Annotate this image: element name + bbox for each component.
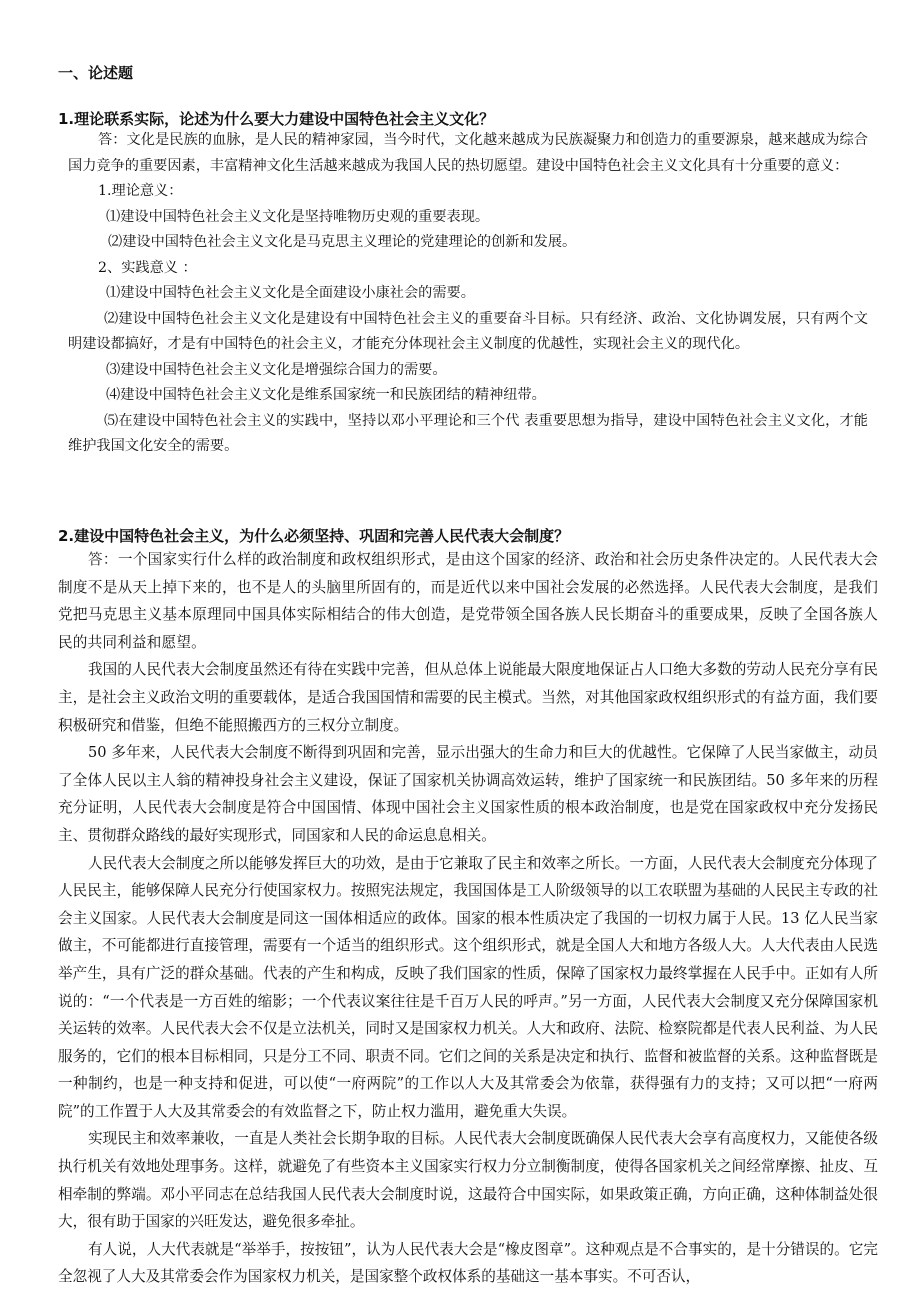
q1-practice-item-2: ⑵建设中国特色社会主义文化是建设有中国特色社会主义的重要奋斗目标。只有经济、政治、文化协调发展，只有两个文明建设都搞好，才是有中国特色的社会主义，才能充分体现社会主义制度的优越性，实现社会主义的现代化。 <box>68 310 868 352</box>
question-1-answer <box>68 128 868 460</box>
q1-intro-paragraph: 答：文化是民族的血脉，是人民的精神家园，当今时代，文化越来越成为民族凝聚力和创造力的重要源泉，越来越成为综合国力竞争的重要因素，丰富精神文化生活越来越成为我国人民的热切愿望。建设中国特色社会主义文化具有十分重要的意义： <box>68 132 868 174</box>
question-2-answer <box>58 546 878 1291</box>
q1-theory-heading: 1.理论意义： <box>98 183 183 199</box>
q1-practice-item-1: ⑴建设中国特色社会主义文化是全面建设小康社会的需要。 <box>106 285 475 301</box>
q1-practice-heading: 2、实践意义 ： <box>98 259 197 276</box>
q2-paragraph-1 <box>58 546 878 656</box>
q2-paragraph-3: 50 多年来，人民代表大会制度不断得到巩固和完善，显示出强大的生命力和巨大的优越性。它保障了人民当家做主，动员了全体人民以主人翁的精神投身社会主义建设，保证了国家机关协调高效运转，维护了国家统一和民族团结。50 多年来的历程充分证明，人民代表大会制度是符合中国国情、体现中国社会主义国家性质的根本政治制度，也是党在国家政权中充分发扬民主、贯彻群众路线的最好实现形式，同国家和人民的命运息息相关。 <box>58 744 878 844</box>
question-2-title: 2.建设中国特色社会主义，为什么必须坚持、巩固和完善人民代表大会制度？ <box>58 527 570 545</box>
q1-theory-item-1: ⑴建设中国特色社会主义文化是坚持唯物历史观的重要表现。 <box>106 208 490 225</box>
answer-lead: 答： <box>88 551 118 568</box>
q2-paragraph-4: 人民代表大会制度之所以能够发挥巨大的功效，是由于它兼取了民主和效率之所长。一方面，人民代表大会制度充分体现了人民民主，能够保障人民充分行使国家权力。按照宪法规定，我国国体是工人阶级领导的以工农联盟为基础的人民民主专政的社会主义国家。人民代表大会制度是同这一国体相适应的政体。国家的根本性质决定了我国的一切权力属于人民。13 亿人民当家做主，不可能都进行直接管理，需要有一个适当的组织形式。这个组织形式，就是全国人大和地方各级人大。人大代表由人民选举产生，具有广泛的群众基础。代表的产生和构成，反映了我们国家的性质，保障了国家权力最终掌握在人民手中。正如有人所说的：“一个代表是一方百姓的缩影；一个代表议案往往是千百万人民的呼声。”另一方面，人民代表大会制度又充分保障国家机关运转的效率。人民代表大会不仅是立法机关，同时又是国家权力机关。人大和政府、法院、检察院都是代表人民利益、为人民服务的，它们的根本目标相同，只是分工不同、职责不同。它们之间的关系是决定和执行、监督和被监督的关系。这种监督既是一种制约，也是一种支持和促进，可以使“一府两院”的工作以人大及其常委会为依靠，获得强有力的支持；又可以把“一府两院”的工作置于人大及其常委会的有效监督之下，防止权力滥用，避免重大失误。 <box>58 854 878 1120</box>
section-heading: 一、论述题 <box>58 64 134 82</box>
q2-paragraph-1-text: 一个国家实行什么样的政治制度和政权组织形式，是由这个国家的经济、政治和社会历史条件决定的。人民代表大会制度不是从天上掉下来的，也不是人的头脑里所固有的，而是近代以来中国社会发展的必然选择。人民代表大会制度，是我们党把马克思主义基本原理同中国具体实际相结合的伟大创造，是党带领全国各族人民长期奋斗的重要成果，反映了全国各族人民的共同利益和愿望。 <box>58 551 878 651</box>
q1-practice-item-4: ⑷建设中国特色社会主义文化是维系国家统一和民族团结的精神纽带。 <box>106 387 546 403</box>
q1-practice-item-5: ⑸在建设中国特色社会主义的实践中，坚持以邓小平理论和三个代 表重要思想为指导，建设中国特色社会主义文化，才能维护我国文化安全的需要。 <box>68 412 868 454</box>
q2-paragraph-2: 我国的人民代表大会制度虽然还有待在实践中完善，但从总体上说能最大限度地保证占人口绝大多数的劳动人民充分享有民主，是社会主义政治文明的重要载体，是适合我国国情和需要的民主模式。当然，对其他国家政权组织形式的有益方面，我们要积极研究和借鉴，但绝不能照搬西方的三权分立制度。 <box>58 661 878 734</box>
q2-paragraph-5: 实现民主和效率兼收，一直是人类社会长期争取的目标。人民代表大会制度既确保人民代表大会享有高度权力，又能使各级执行机关有效地处理事务。这样，就避免了有些资本主义国家实行权力分立制衡制度，使得各国家机关之间经常摩擦、扯皮、互相牵制的弊端。邓小平同志在总结我国人民代表大会制度时说，这最符合中国实际，如果政策正确，方向正确，这种体制益处很大，很有助于国家的兴旺发达，避免很多牵扯。 <box>58 1130 878 1231</box>
q1-theory-item-2: ⑵建设中国特色社会主义文化是马克思主义理论的党建理论的创新和发展。 <box>108 234 577 250</box>
question-1-title: 1.理论联系实际，论述为什么要大力建设中国特色社会主义文化？ <box>58 110 495 128</box>
q2-paragraph-6: 有人说，人大代表就是“举举手，按按钮”，认为人民代表大会是“橡皮图章”。这种观点是不合事实的，是十分错误的。它完全忽视了人大及其常委会作为国家权力机关，是国家整个政权体系的基础这一基本事实。不可否认， <box>58 1240 878 1286</box>
q1-practice-item-3: ⑶建设中国特色社会主义文化是增强综合国力的需要。 <box>106 361 447 378</box>
